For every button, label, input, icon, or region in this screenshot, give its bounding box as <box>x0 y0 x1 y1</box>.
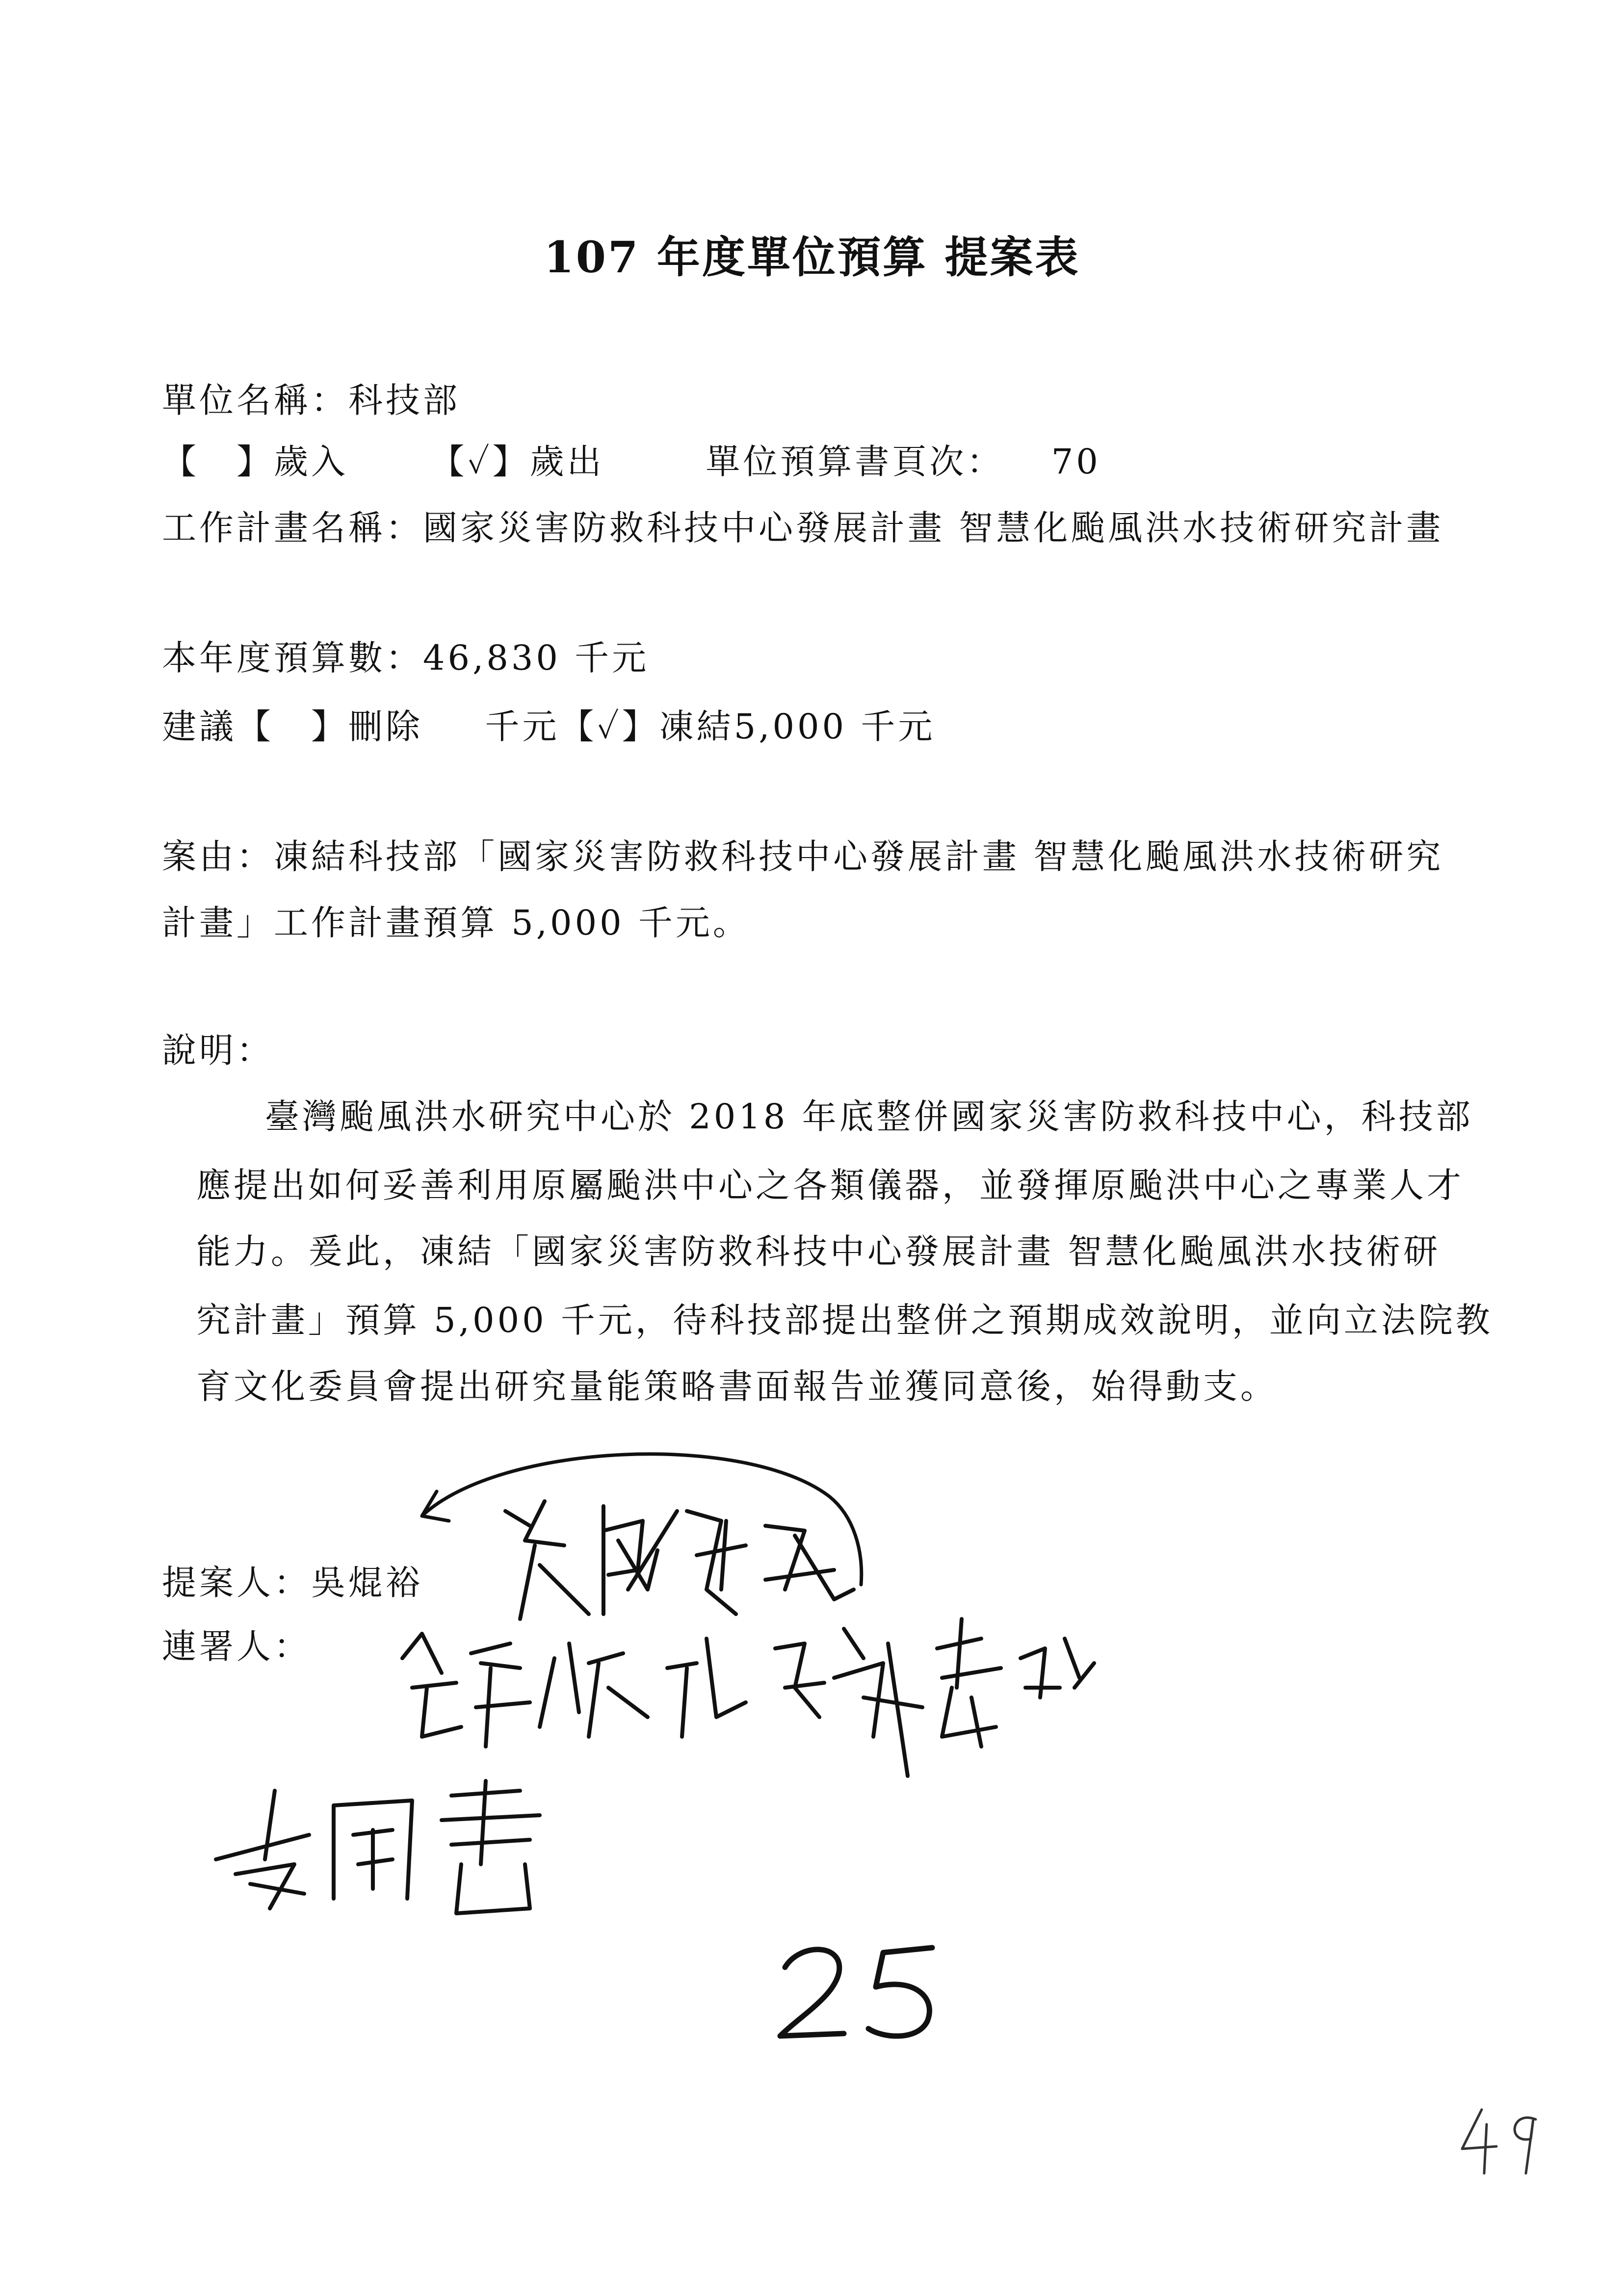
suggestion-row <box>162 699 935 749</box>
page-number-label: 單位預算書頁次： <box>706 442 1004 482</box>
reason-line-1: 案由：凍結科技部「國家災害防救科技中心發展計畫 智慧化颱風洪水技術研究 <box>162 836 1444 877</box>
income-checkbox: 【 】歲入 <box>162 442 348 482</box>
plan-value: 國家災害防救科技中心發展計畫 智慧化颱風洪水技術研究計畫 <box>423 508 1444 548</box>
budget-value: 46,830 千元 <box>423 638 650 678</box>
delete-checkbox: 【 】刪除 <box>236 706 423 747</box>
expense-checkbox: 【✓】歲出 <box>430 442 604 482</box>
explanation-line-1: 臺灣颱風洪水研究中心於 2018 年底整併國家災害防救科技中心，科技部 <box>265 1096 1473 1137</box>
suggestion-label: 建議 <box>162 706 236 747</box>
budget-label: 本年度預算數： <box>162 638 423 678</box>
handwritten-number-25 <box>770 1938 947 2048</box>
explanation-line-4: 究計畫」預算 5,000 千元，待科技部提出整併之預期成效說明，並向立法院教 <box>196 1300 1493 1340</box>
page-title: 107 年度單位預算 提案表 <box>544 232 1080 283</box>
proposer-row <box>162 1555 423 1605</box>
signature-third <box>196 1776 687 1925</box>
unit-row <box>162 373 460 422</box>
explanation-line-2: 應提出如何妥善利用原屬颱洪中心之各類儀器，並發揮原颱洪中心之專業人才 <box>196 1165 1464 1205</box>
cosigner-label: 連署人： <box>162 1626 311 1667</box>
proposer-name: 吳焜裕 <box>311 1563 423 1603</box>
explanation-line-5: 育文化委員會提出研究量能策略書面報告並獲同意後，始得動支。 <box>196 1366 1278 1407</box>
unit-value: 科技部 <box>348 380 460 420</box>
delete-amount: 千元 <box>485 706 560 747</box>
plan-row <box>162 500 1443 550</box>
freeze-checkbox: 【✓】凍結 <box>559 706 734 747</box>
budget-row <box>162 630 649 680</box>
handwritten-number-49 <box>1452 2100 1550 2185</box>
unit-label: 單位名稱： <box>162 380 348 420</box>
page-number-value: 70 <box>1051 442 1101 482</box>
explanation-label: 說明： <box>162 1030 274 1070</box>
plan-label: 工作計畫名稱： <box>162 508 423 548</box>
budget-type-row <box>162 434 1101 484</box>
explanation-line-3: 能力。爰此，凍結「國家災害防救科技中心發展計畫 智慧化颱風洪水技術研 <box>196 1231 1441 1272</box>
reason-line-2: 計畫」工作計畫預算 5,000 千元。 <box>162 903 750 943</box>
signature-cosigners-row <box>393 1590 1202 1798</box>
proposer-label: 提案人： <box>162 1563 311 1603</box>
freeze-amount: 5,000 千元 <box>733 706 936 747</box>
